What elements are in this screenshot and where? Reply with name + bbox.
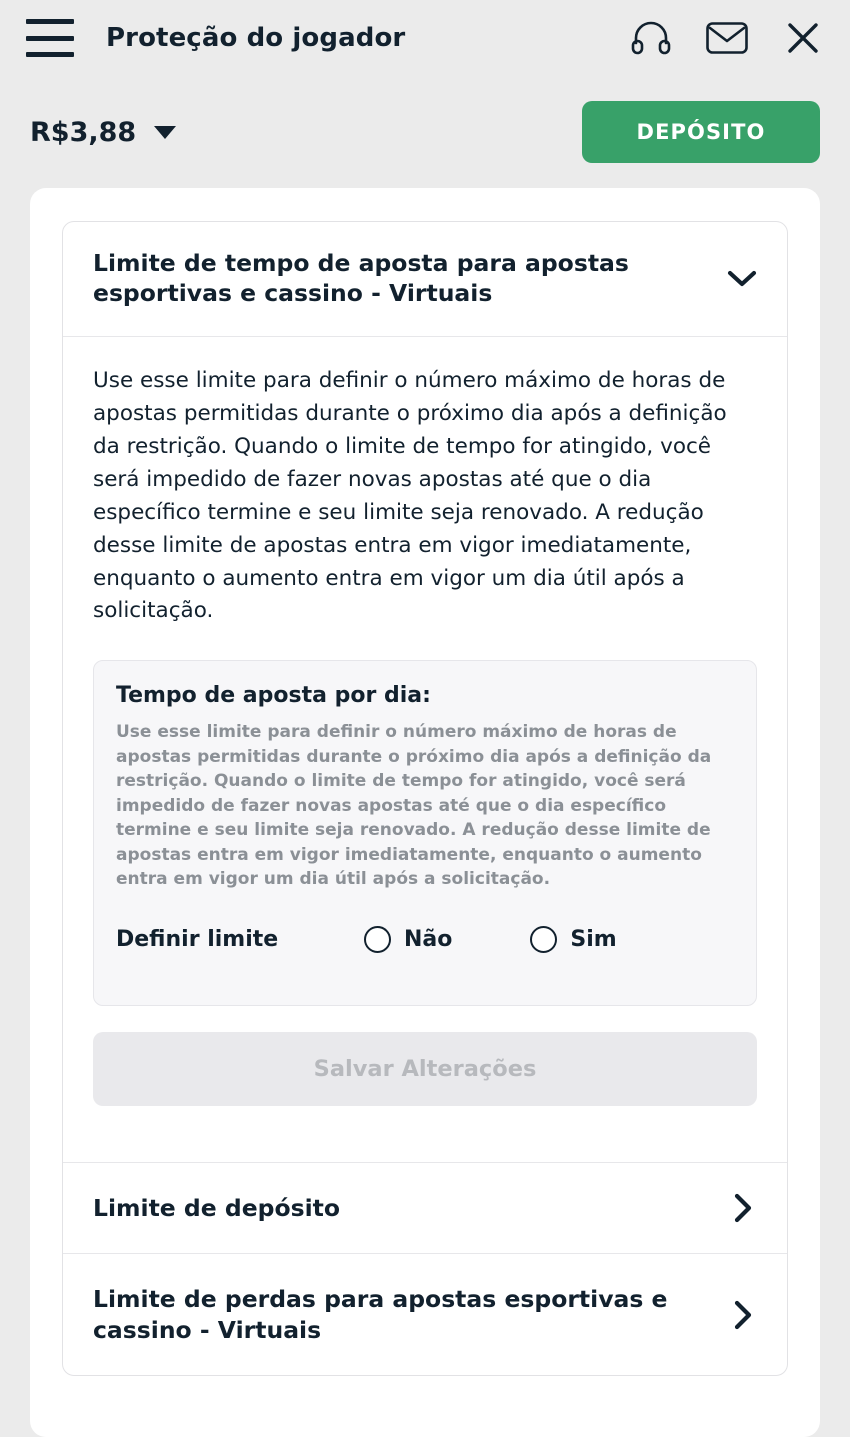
radio-circle-nao[interactable]: [364, 926, 391, 953]
limits-panel: [62, 221, 788, 1376]
top-bar: [0, 0, 850, 76]
envelope-icon[interactable]: [706, 17, 748, 59]
page-title: Proteção do jogador: [106, 23, 406, 53]
accordion-title: Limite de tempo de aposta para apostas esportivas e cassino - Virtuais: [93, 249, 629, 308]
bet-time-per-day-box: [93, 660, 757, 1005]
balance-amount: R$3,88: [30, 116, 137, 148]
list-item-label: Limite de depósito: [93, 1193, 341, 1222]
top-bar-actions: [630, 17, 824, 59]
close-icon[interactable]: [782, 17, 824, 59]
accordion-header-bet-time-limit[interactable]: [63, 222, 787, 337]
deposit-button[interactable]: DEPÓSITO: [582, 101, 820, 163]
radio-circle-sim[interactable]: [530, 926, 557, 953]
bet-time-per-day-description: Use esse limite para definir o número máximo de horas de apostas permitidas durante o próximo dia após a definição da restrição. Quando o limite de tempo for atingido, você será impedido de fazer novas apostas até que o dia específico termine e seu limite seja renovado. A redução desse limite de apostas entra em vigor imediatamente, enquanto o aumento entra em vigor um dia útil após a solicitação.: [116, 722, 712, 890]
list-item-deposit-limit[interactable]: [63, 1162, 787, 1254]
radio-label-sim: Sim: [570, 926, 617, 952]
accordion-intro-text: Use esse limite para definir o número máximo de horas de apostas permitidas durante o próximo dia após a definição da restrição. Quando o limite de tempo for atingido, você será impedido de fazer novas apostas até que o dia específico termine e seu limite seja renovado. A redução desse limite de apostas entra em vigor imediatamente, enquanto o aumento entra em vigor um dia útil após a solicitação.: [93, 368, 727, 624]
list-item-loss-limit[interactable]: [63, 1253, 787, 1375]
list-item-label: Limite de perdas para apostas esportivas e cassino - Virtuais: [93, 1285, 668, 1344]
bet-time-per-day-title: Tempo de aposta por dia:: [116, 683, 431, 709]
chevron-right-icon[interactable]: [729, 1300, 757, 1330]
accordion-body: [63, 337, 787, 1105]
caret-down-icon[interactable]: [154, 126, 176, 139]
hamburger-menu-icon[interactable]: [26, 19, 74, 57]
headset-icon[interactable]: [630, 17, 672, 59]
set-limit-radio-group: [116, 926, 734, 953]
balance-bar: [0, 76, 850, 188]
box-spacer: [116, 953, 734, 979]
balance-selector[interactable]: [30, 117, 176, 148]
chevron-down-icon[interactable]: [727, 269, 757, 288]
set-limit-label: Definir limite: [116, 926, 279, 952]
radio-option-sim[interactable]: [530, 926, 616, 953]
radio-option-nao[interactable]: [364, 926, 452, 953]
save-changes-button[interactable]: Salvar Alterações: [93, 1032, 757, 1106]
chevron-right-icon[interactable]: [729, 1193, 757, 1223]
radio-label-nao: Não: [404, 926, 453, 952]
content-card: [30, 188, 820, 1437]
